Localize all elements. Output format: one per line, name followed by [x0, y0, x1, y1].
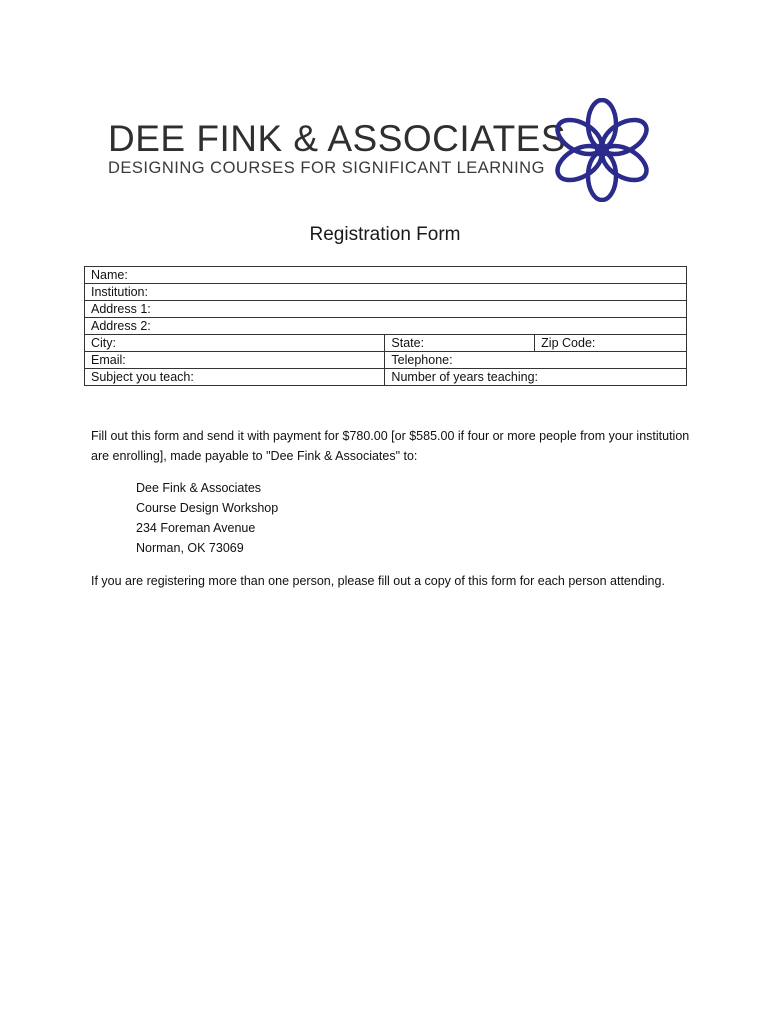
table-row [85, 369, 687, 386]
email-field[interactable]: Email: [85, 352, 385, 369]
table-row [85, 318, 687, 335]
payment-instructions: Fill out this form and send it with payment for $780.00 [or $585.00 if four or more people from your institution are enrolling], made payable to "Dee Fink & Associates" to: [91, 429, 690, 463]
company-name: DEE FINK & ASSOCIATES [108, 118, 567, 159]
table-row [85, 335, 687, 352]
address-line: Norman, OK 73069 [136, 541, 244, 555]
subject-field[interactable]: Subject you teach: [85, 369, 385, 386]
table-row [85, 352, 687, 369]
address2-field[interactable]: Address 2: [85, 318, 687, 335]
institution-field[interactable]: Institution: [85, 284, 687, 301]
flower-logo-icon [546, 98, 658, 202]
address-line: Dee Fink & Associates [136, 481, 262, 495]
address-line: Course Design Workshop [136, 501, 279, 515]
telephone-field[interactable]: Telephone: [385, 352, 687, 369]
address-line: 234 Foreman Avenue [136, 521, 256, 535]
address1-field[interactable]: Address 1: [85, 301, 687, 318]
zip-field[interactable]: Zip Code: [535, 335, 687, 352]
letterhead [100, 98, 660, 206]
state-field[interactable]: State: [385, 335, 535, 352]
table-row [85, 267, 687, 284]
registration-table [84, 266, 687, 386]
form-title: Registration Form [309, 224, 461, 245]
table-row [85, 284, 687, 301]
years-teaching-field[interactable]: Number of years teaching: [385, 369, 687, 386]
multiple-registrants-note: If you are registering more than one person, please fill out a copy of this form for each person attending. [91, 574, 665, 588]
mailing-address [136, 478, 278, 558]
company-tagline: DESIGNING COURSES FOR SIGNIFICANT LEARNING [108, 159, 545, 177]
name-field[interactable]: Name: [85, 267, 687, 284]
table-row [85, 301, 687, 318]
city-field[interactable]: City: [85, 335, 385, 352]
